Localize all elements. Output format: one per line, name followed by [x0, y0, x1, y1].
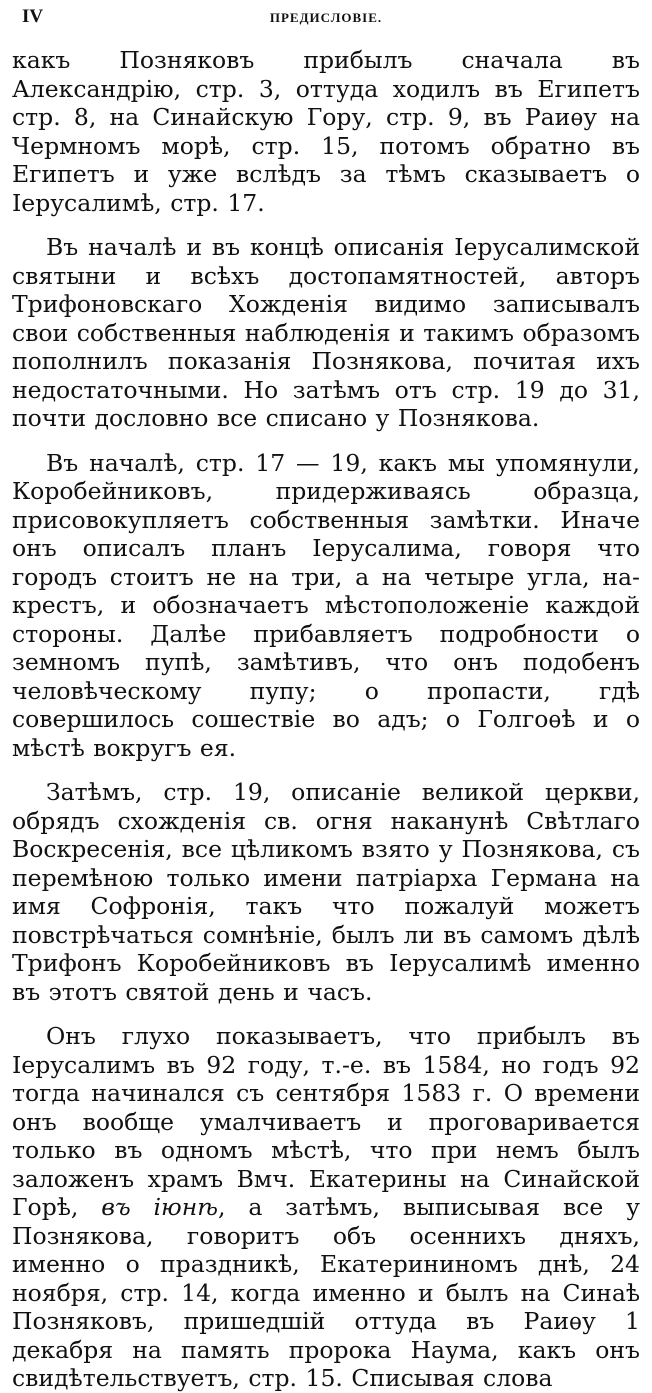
- page-number: IV: [22, 6, 44, 27]
- paragraph-5: [12, 1022, 640, 1393]
- page-header: [12, 0, 640, 40]
- paragraph-3: Въ началѣ, стр. 17 — 19, какъ мы упомянули, Коробейниковъ, придерживаясь образца, присовокупляетъ собственныя замѣтки. Иначе онъ описалъ планъ Іерусалима, говоря что городъ стоитъ не на три, а на четыре угла, на-крестъ, и обозначаетъ мѣстоположеніе каждой стороны. Далѣе прибавляетъ подробности о земномъ пупѣ, замѣтивъ, что онъ подобенъ человѣческому пупу; о пропасти, гдѣ совершилось сошествіе во адъ; о Голгоѳѣ и о мѣстѣ вокругъ ея.: [12, 448, 640, 762]
- paragraph-4: Затѣмъ, стр. 19, описаніе великой церкви, обрядъ схожденія св. огня наканунѣ Свѣтлаго Воскресенія, все цѣликомъ взято у Познякова, съ перемѣною только имени патріарха Германа на имя Софронія, такъ что пожалуй можетъ повстрѣчаться сомнѣніе, былъ ли въ самомъ дѣлѣ Трифонъ Коробейниковъ въ Іерусалимѣ именно въ этотъ святой день и часъ.: [12, 778, 640, 1006]
- italic-emphasis: въ іюнѣ: [101, 1193, 218, 1221]
- paragraph-1: какъ Позняковъ прибылъ сначала въ Александрію, стр. 3, оттуда ходилъ въ Египетъ стр. 8, на Синайскую Гору, стр. 9, въ Раиѳу на Чермномъ морѣ, стр. 15, потомъ обратно въ Египетъ и уже вслѣдъ за тѣмъ сказываетъ о Іерусалимѣ, стр. 17.: [12, 46, 640, 217]
- running-title: ПРЕДИСЛОВІЕ.: [269, 10, 383, 25]
- paragraph-2: Въ началѣ и въ концѣ описанія Іерусалимской святыни и всѣхъ достопамятностей, авторъ Трифоновскаго Хожденія видимо записывалъ свои собственныя наблюденія и такимъ образомъ пополнилъ показанія Познякова, почитая ихъ недостаточными. Но затѣмъ отъ стр. 19 до 31, почти дословно все списано у Познякова.: [12, 233, 640, 432]
- paragraph-5-text-a: Онъ глухо показываетъ, что прибылъ въ Іерусалимъ въ 92 году, т.-е. въ 1584, но годъ 92 тогда начинался съ сентября 1583 г. О времени онъ вообще умалчиваетъ и проговаривается только въ одномъ мѣстѣ, что при немъ былъ заложенъ храмъ Вмч. Екатерины на Синайской Горѣ,: [12, 1022, 640, 1221]
- paragraph-5-text-b: , а затѣмъ, выписывая все у Познякова, говоритъ объ осеннихъ дняхъ, именно о праздникѣ, Екатерининомъ днѣ, 24 ноября, стр. 14, когда именно и былъ на Синаѣ Позняковъ, пришедшій оттуда въ Раиѳу 1 декабря на память пророка Наума, какъ онъ свидѣтельствуетъ, стр. 15. Списывая слова: [12, 1193, 640, 1392]
